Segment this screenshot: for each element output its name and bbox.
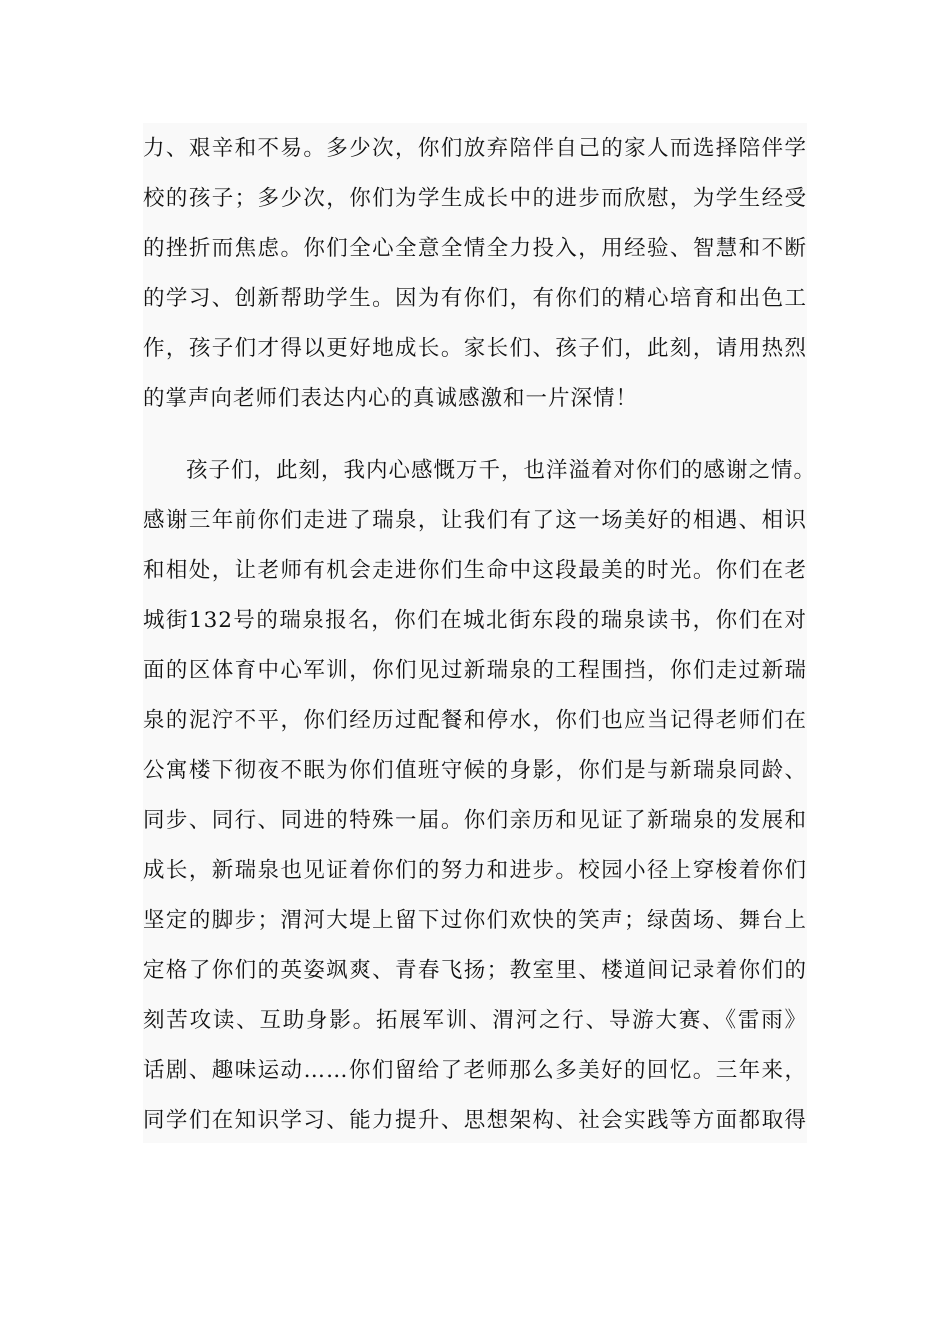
text-line: 泉的泥泞不平，你们经历过配餐和停水，你们也应当记得老师们在	[143, 708, 807, 733]
text-line: 定格了你们的英姿飒爽、青春飞扬；教室里、楼道间记录着你们的	[143, 958, 807, 983]
paragraph-2	[143, 446, 817, 1146]
text-line: 的掌声向老师们表达内心的真诚感激和一片深情！	[143, 386, 639, 411]
text-line: 的挫折而焦虑。你们全心全意全情全力投入，用经验、智慧和不断	[143, 236, 807, 261]
text-line: 城街132号的瑞泉报名，你们在城北街东段的瑞泉读书，你们在对	[143, 608, 807, 633]
text-line: 感谢三年前你们走进了瑞泉，让我们有了这一场美好的相遇、相识	[143, 508, 807, 533]
text-line: 同步、同行、同进的特殊一届。你们亲历和见证了新瑞泉的发展和	[143, 808, 807, 833]
text-line: 同学们在知识学习、能力提升、思想架构、社会实践等方面都取得	[143, 1108, 807, 1133]
text-line: 的学习、创新帮助学生。因为有你们，有你们的精心培育和出色工	[143, 286, 807, 311]
text-line: 和相处，让老师有机会走进你们生命中这段最美的时光。你们在老	[143, 558, 807, 583]
text-line: 孩子们，此刻，我内心感慨万千，也洋溢着对你们的感谢之情。	[186, 458, 817, 483]
text-line: 成长，新瑞泉也见证着你们的努力和进步。校园小径上穿梭着你们	[143, 858, 807, 883]
text-line: 面的区体育中心军训，你们见过新瑞泉的工程围挡，你们走过新瑞	[143, 658, 807, 683]
text-line: 力、艰辛和不易。多少次，你们放弃陪伴自己的家人而选择陪伴学	[143, 136, 807, 161]
text-line: 坚定的脚步；渭河大堤上留下过你们欢快的笑声；绿茵场、舞台上	[143, 908, 807, 933]
text-line: 话剧、趣味运动……你们留给了老师那么多美好的回忆。三年来，	[143, 1058, 807, 1083]
text-line: 刻苦攻读、互助身影。拓展军训、渭河之行、导游大赛、《雷雨》	[143, 1008, 807, 1033]
text-line: 作，孩子们才得以更好地成长。家长们、孩子们，此刻，请用热烈	[143, 336, 807, 361]
text-line: 校的孩子；多少次，你们为学生成长中的进步而欣慰，为学生经受	[143, 186, 807, 211]
text-line: 公寓楼下彻夜不眠为你们值班守候的身影，你们是与新瑞泉同龄、	[143, 758, 807, 783]
paragraph-1	[143, 124, 807, 424]
